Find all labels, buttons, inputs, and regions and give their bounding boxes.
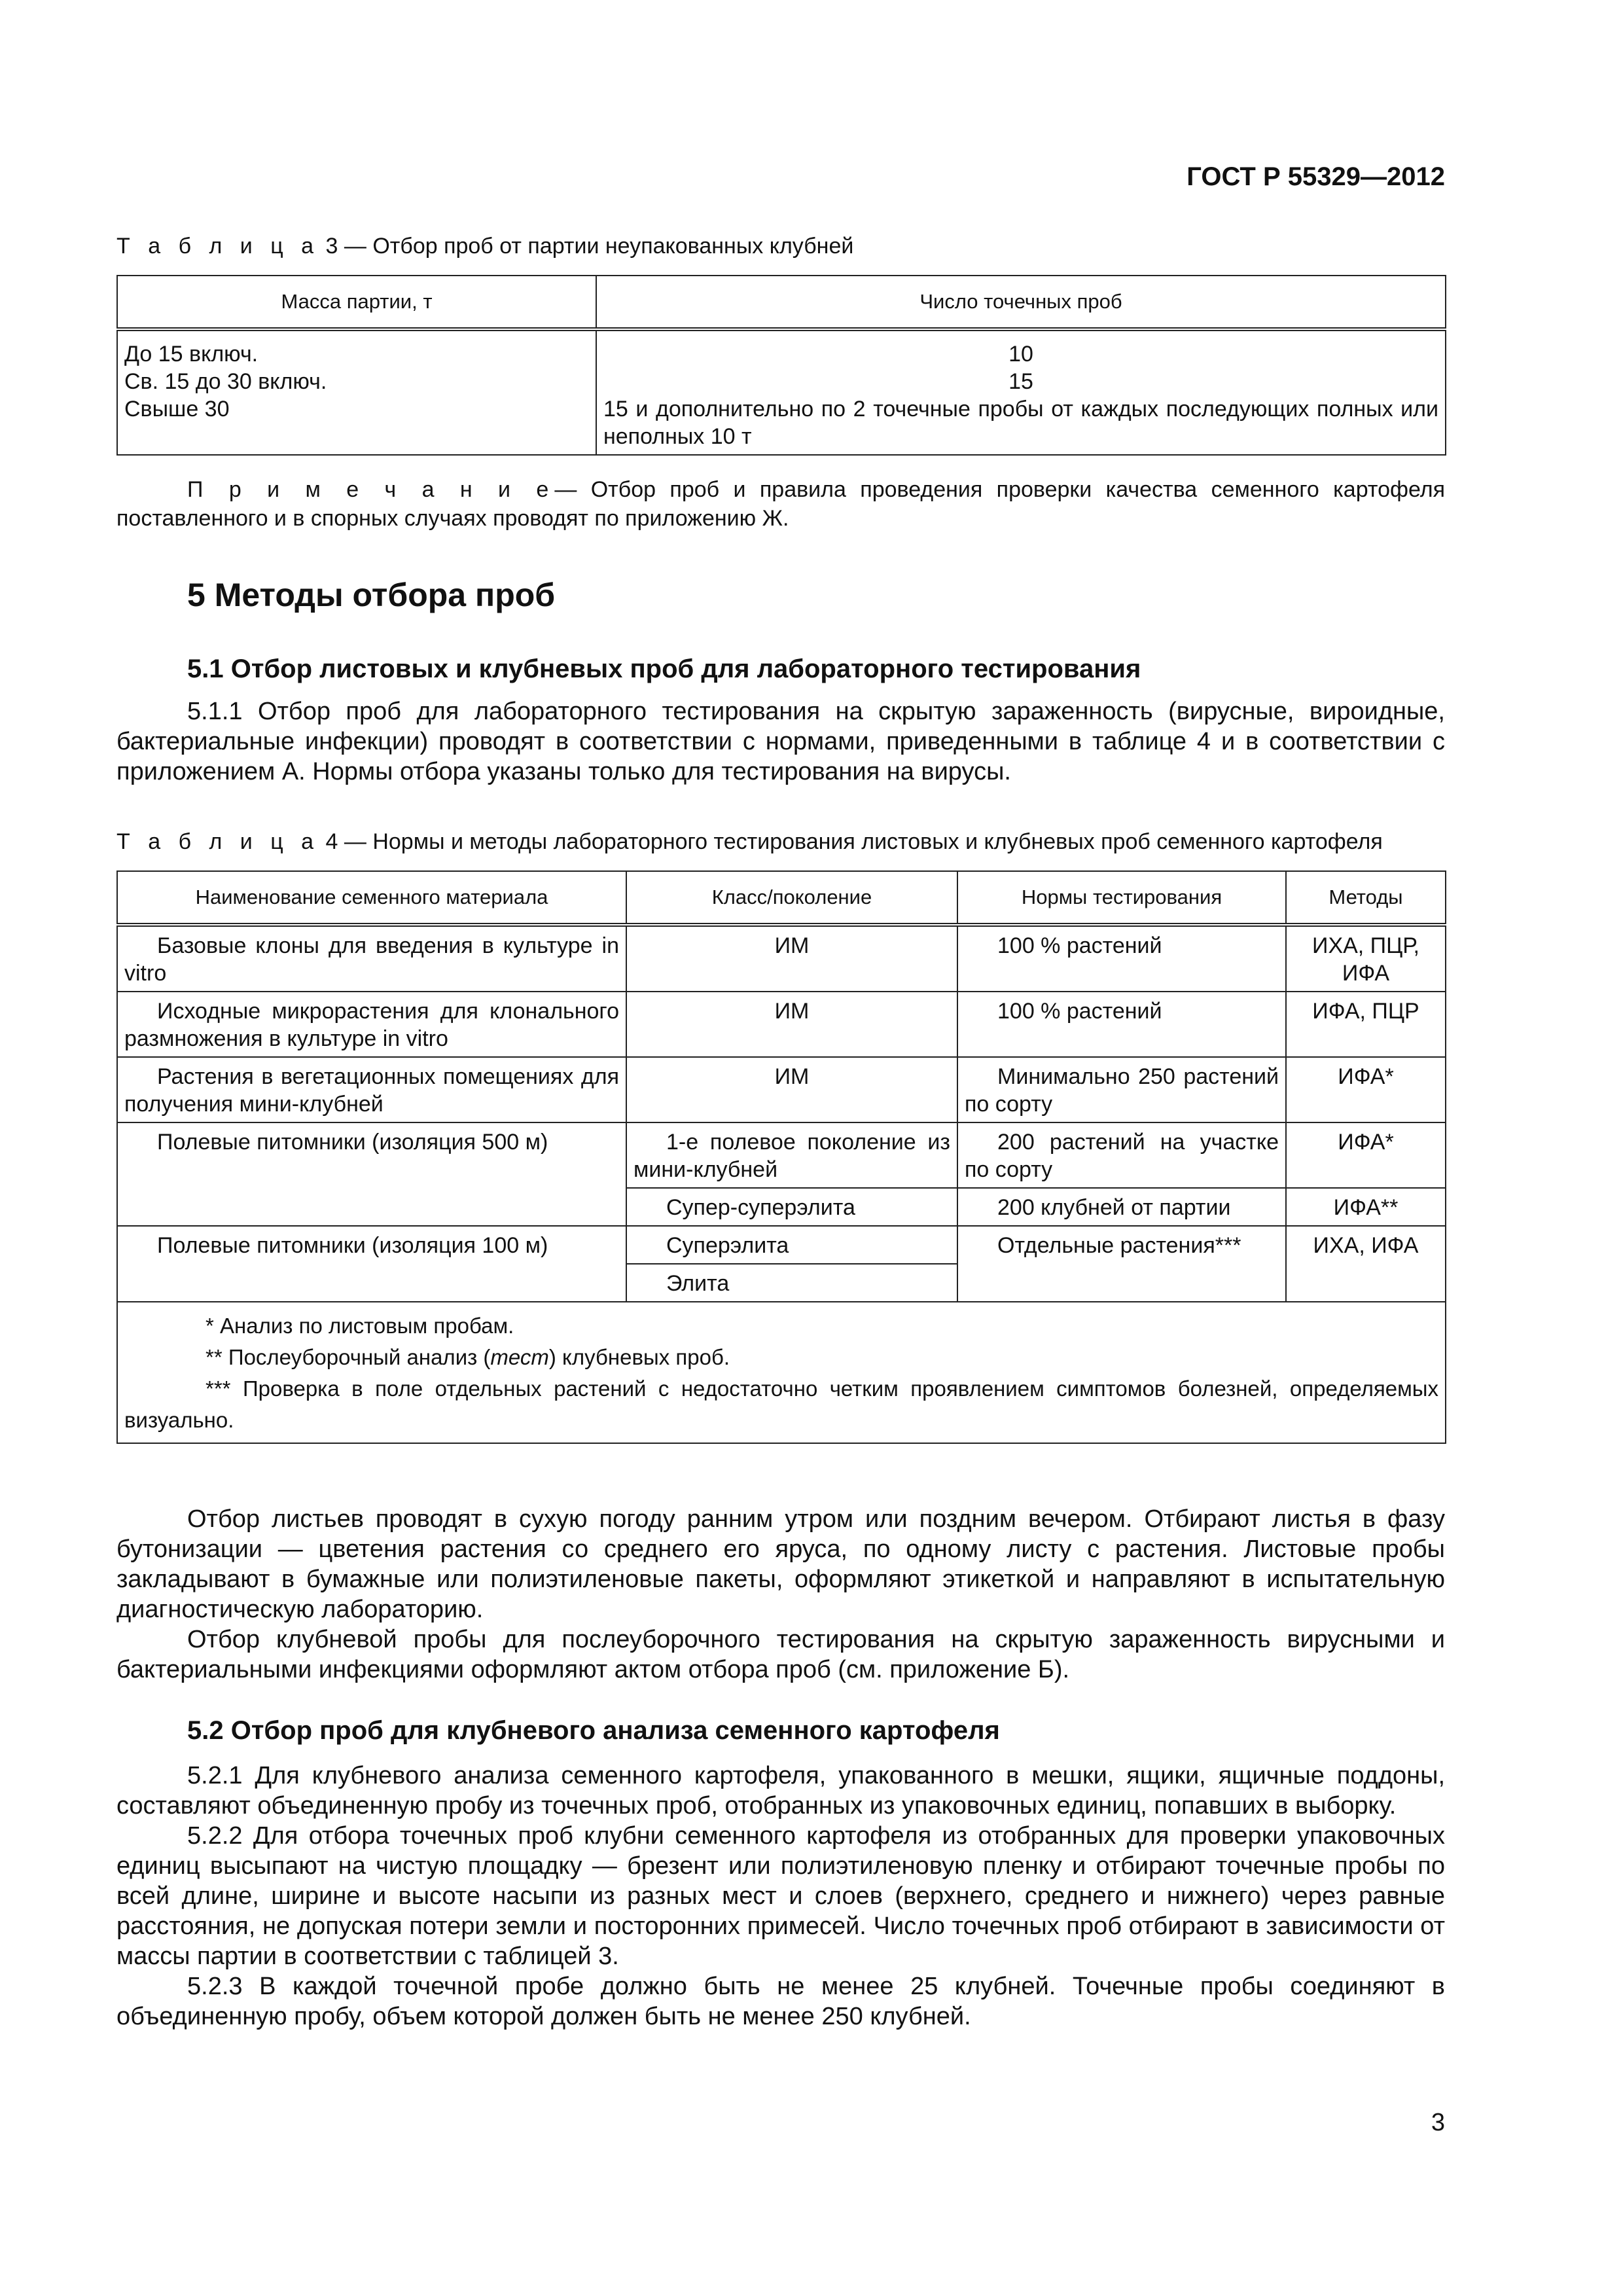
note-label: П р и м е ч а н и е	[187, 477, 555, 502]
table3-cell: Св. 15 до 30 включ.	[124, 369, 327, 394]
body-paragraphs-2	[116, 1761, 1445, 2032]
table4-cell: ИФА*	[1286, 1057, 1446, 1122]
table4-row	[117, 1122, 1446, 1188]
table3-cell: 10	[1008, 342, 1033, 367]
table3-mass-column	[117, 329, 596, 455]
table3-cell: До 15 включ.	[124, 342, 259, 367]
note-text: — Отбор проб и правила проведения проверки качества семенного картофеля поставленного и в спорных случаях проводят по приложению Ж.	[116, 477, 1445, 531]
table4-header-cell: Нормы тестирования	[957, 871, 1286, 925]
table4-cell: Базовые клоны для введения в культуре in vitro	[117, 925, 626, 992]
table4-cell: Исходные микрорастения для клонального размножения в культуре in vitro	[117, 992, 626, 1057]
table3-cell: 15	[1008, 369, 1033, 394]
table4-cell: ИХА, ПЦР, ИФА	[1286, 925, 1446, 992]
table4-cell: ИХА, ИФА	[1286, 1226, 1446, 1302]
table4-cell: ИФА*	[1286, 1122, 1446, 1188]
section-5-2-heading: 5.2 Отбор проб для клубневого анализа семенного картофеля	[187, 1716, 1000, 1745]
body-paragraphs-1	[116, 1504, 1445, 1685]
paragraph-text: 5.1.1 Отбор проб для лабораторного тестирования на скрытую зараженность (вирусные, вироидные, бактериальные инфекции) проводят в соответствии с нормами, приведенными в таблице 4 и в соответствии с приложением А. Нормы отбора указаны только для тестирования на вирусы.	[116, 698, 1445, 785]
table4-header-cell: Класс/поколение	[626, 871, 957, 925]
table4-row	[117, 992, 1446, 1057]
footnote-italic: тест	[490, 1345, 549, 1369]
paragraph-text: Отбор листьев проводят в сухую погоду ранним утром или поздним вечером. Отбирают листья в фазу бутонизации — цветения растения со среднего его яруса, по одному листу с растения. Листовые пробы закладывают в бумажные или полиэтиленовые пакеты, оформляют этикеткой и направляют в испытательную диагностическую лабораторию.	[116, 1505, 1445, 1623]
table4	[116, 870, 1446, 1444]
table4-row	[117, 1057, 1446, 1122]
paragraph-5-2-1: 5.2.1 Для клубневого анализа семенного картофеля, упакованного в мешки, ящики, ящичные поддоны, составляют объединенную пробу из точечных проб, отобранных из упаковочных единиц, попавших в выборку.	[116, 1762, 1445, 1820]
table4-cell: 100 % растений	[957, 992, 1286, 1057]
footnote: *** Проверка в поле отдельных растений с недостаточно четким проявлением симптомов болезней, определяемых визуально.	[124, 1376, 1438, 1432]
table4-cell: 200 клубней от партии	[957, 1188, 1286, 1226]
table4-footnotes-row	[117, 1302, 1446, 1443]
table4-cell: Отдельные растения***	[957, 1226, 1286, 1302]
table4-cell: 100 % растений	[957, 925, 1286, 992]
table4-caption-prefix: Т а б л и ц а	[116, 829, 320, 854]
table4-header-row	[117, 871, 1446, 925]
section-5-heading: 5 Методы отбора проб	[187, 577, 556, 613]
table3-caption-text: — Отбор проб от партии неупакованных клубней	[344, 234, 854, 259]
table3-count-column	[596, 329, 1446, 455]
table4-cell: Полевые питомники (изоляция 500 м)	[117, 1122, 626, 1226]
section-5-1-heading: 5.1 Отбор листовых и клубневых проб для лабораторного тестирования	[187, 655, 1141, 683]
table4-cell: Элита	[626, 1264, 957, 1302]
table4-cell: ИМ	[626, 992, 957, 1057]
table4-cell: Минимально 250 растений по сорту	[957, 1057, 1286, 1122]
table4-cell: Суперэлита	[626, 1226, 957, 1264]
table4-caption-number: 4	[325, 829, 338, 854]
table4-cell: Полевые питомники (изоляция 100 м)	[117, 1226, 626, 1302]
footnote-text: ** Послеуборочный анализ (	[205, 1345, 491, 1369]
table3-note	[116, 475, 1445, 533]
table4-caption-text: — Нормы и методы лабораторного тестирования листовых и клубневых проб семенного картофеля	[344, 829, 1383, 854]
table3-cell: Свыше 30	[124, 397, 230, 422]
paragraph-text: Отбор клубневой пробы для послеуборочного тестирования на скрытую зараженность вирусными и бактериальными инфекциями оформляют актом отбора проб (см. приложение Б).	[116, 1626, 1445, 1683]
page-number: 3	[1431, 2109, 1445, 2136]
footnote-text: ) клубневых проб.	[548, 1345, 730, 1369]
paragraph-5-1-1	[116, 696, 1445, 787]
paragraph-5-2-2: 5.2.2 Для отбора точечных проб клубни семенного картофеля из отобранных для проверки упаковочных единиц высыпают на чистую площадку — брезент или полиэтиленовую пленку и отбирают точечные пробы по всей длине, ширине и высоте насыпи из разных мест и слоев (верхнего, среднего и нижнего) через равные расстояния, не допуская потери земли и посторонних примесей. Число точечных проб отбирают в зависимости от массы партии в соответствии с таблицей 3.	[116, 1822, 1445, 1970]
table4-cell: ИМ	[626, 1057, 957, 1122]
table4-cell: ИФА**	[1286, 1188, 1446, 1226]
table4-cell: Растения в вегетационных помещениях для получения мини-клубней	[117, 1057, 626, 1122]
table3-header-cell: Масса партии, т	[117, 276, 596, 329]
table4-cell: 200 растений на участке по сорту	[957, 1122, 1286, 1188]
table3-header-row	[117, 276, 1446, 329]
table4-footnotes	[117, 1302, 1446, 1443]
table3	[116, 275, 1446, 456]
table4-cell: 1-е полевое поколение из мини-клубней	[626, 1122, 957, 1188]
table3-caption-number: 3	[325, 234, 338, 259]
table3-caption	[116, 233, 853, 259]
table4-caption	[116, 829, 1383, 855]
table4-cell: ИМ	[626, 925, 957, 992]
table4-row	[117, 925, 1446, 992]
table3-caption-prefix: Т а б л и ц а	[116, 234, 320, 259]
table3-header-cell: Число точечных проб	[596, 276, 1446, 329]
table3-cell: 15 и дополнительно по 2 точечные пробы от каждых последующих полных или неполных 10 т	[603, 397, 1438, 449]
table4-cell: Супер-суперэлита	[626, 1188, 957, 1226]
table4-header-cell: Наименование семенного материала	[117, 871, 626, 925]
table4-header-cell: Методы	[1286, 871, 1446, 925]
table4-cell: ИФА, ПЦР	[1286, 992, 1446, 1057]
paragraph-5-2-3: 5.2.3 В каждой точечной пробе должно быть не менее 25 клубней. Точечные пробы соединяют в объединенную пробу, объем которой должен быть не менее 250 клубней.	[116, 1973, 1445, 2030]
table3-body-row	[117, 329, 1446, 455]
footnote	[124, 1342, 1438, 1373]
footnote: * Анализ по листовым пробам.	[205, 1314, 514, 1338]
table4-row	[117, 1226, 1446, 1264]
document-code: ГОСТ Р 55329—2012	[1186, 162, 1445, 191]
